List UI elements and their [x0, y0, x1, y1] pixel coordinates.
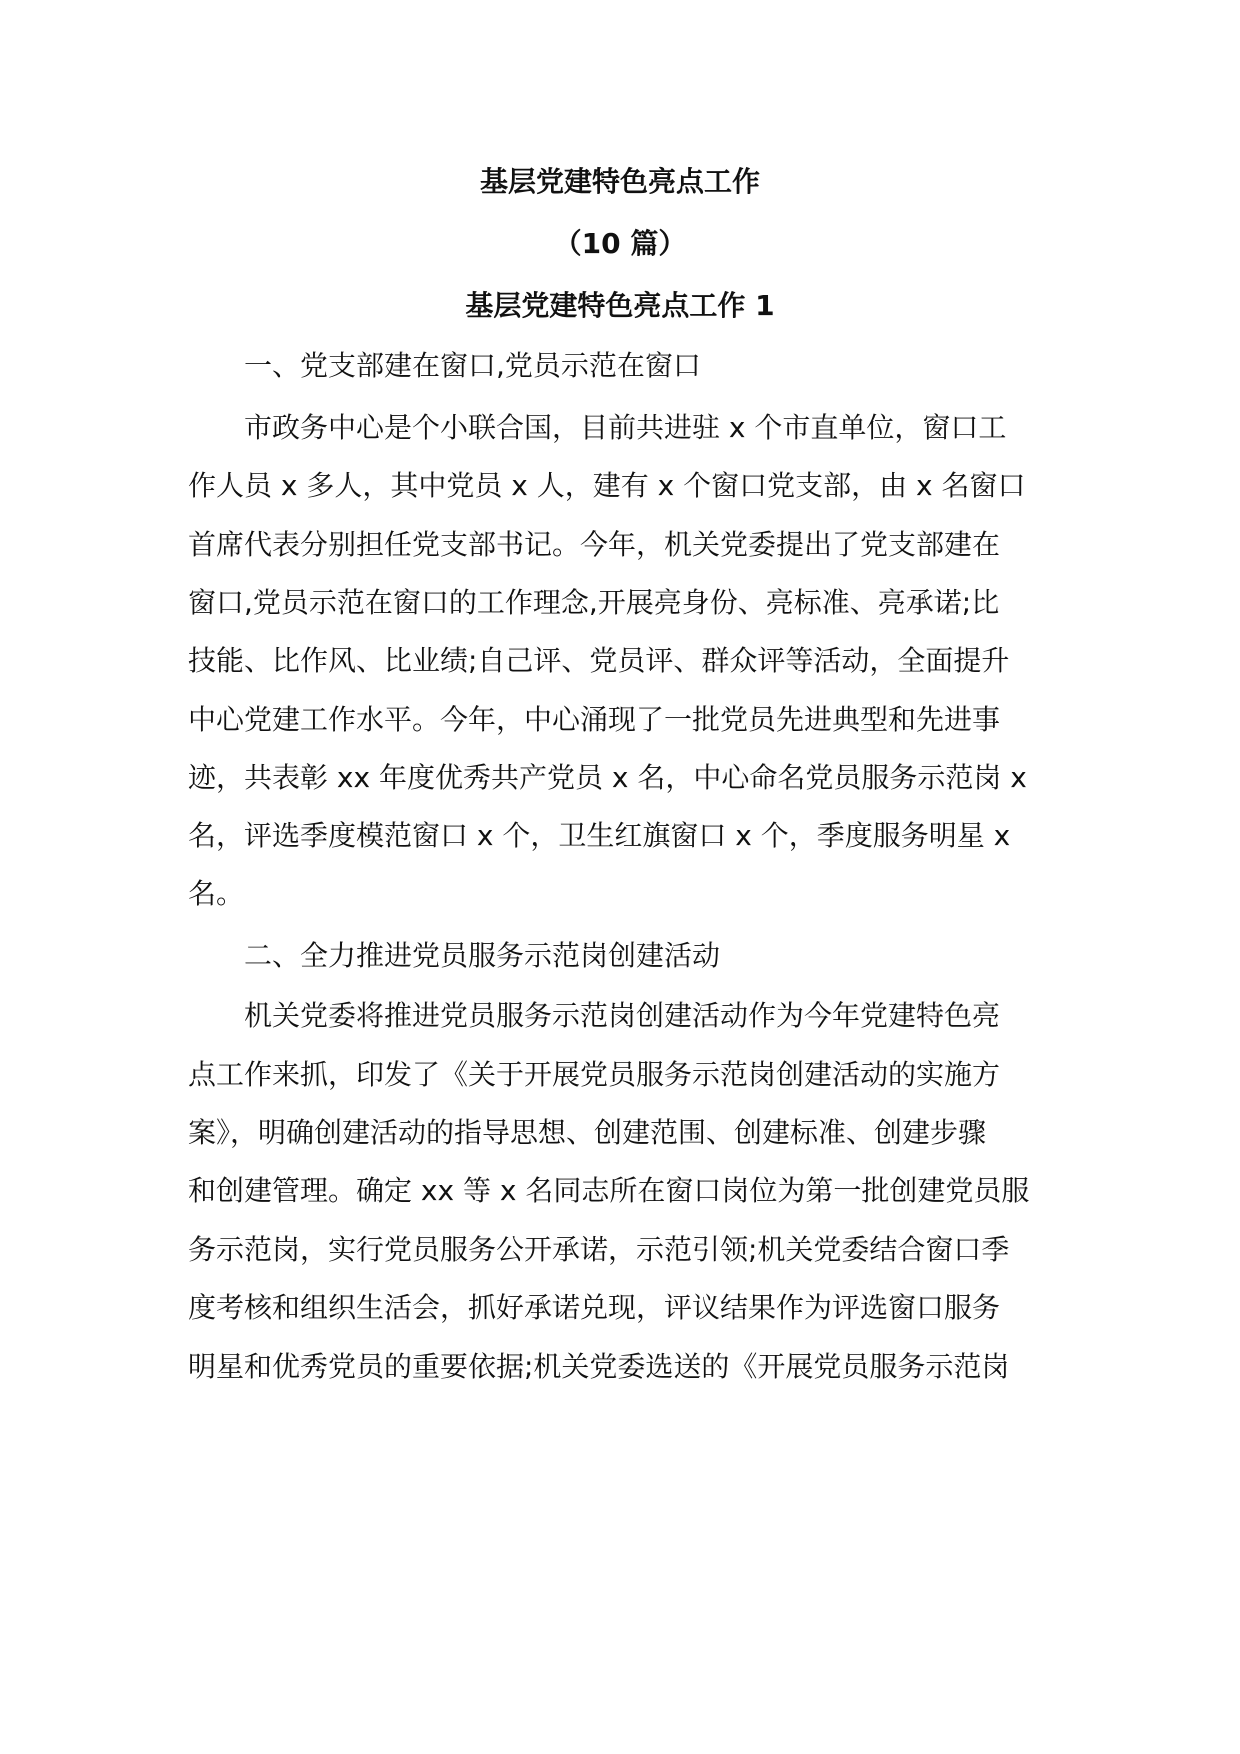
section-heading-1: 一、党支部建在窗口,党员示范在窗口	[244, 349, 701, 382]
paragraph-line: 度考核和组织生活会，抓好承诺兑现，评议结果作为评选窗口服务	[188, 1291, 1001, 1324]
document-title: 基层党建特色亮点工作	[479, 165, 760, 198]
section-heading-2: 二、全力推进党员服务示范岗创建活动	[244, 939, 721, 972]
paragraph-line: 案》，明确创建活动的指导思想、创建范围、创建标准、创建步骤	[188, 1116, 987, 1149]
paragraph-line: 技能、比作风、比业绩;自己评、党员评、群众评等活动，全面提升	[188, 644, 1010, 677]
paragraph-line: 名，评选季度模范窗口 x 个，卫生红旗窗口 x 个，季度服务明星 x	[188, 819, 1011, 852]
paragraph-line: 迹，共表彰 xx 年度优秀共产党员 x 名，中心命名党员服务示范岗 x	[188, 761, 1027, 794]
paragraph-line: 市政务中心是个小联合国，目前共进驻 x 个市直单位，窗口工	[244, 411, 1007, 444]
article-title: 基层党建特色亮点工作 1	[465, 289, 775, 322]
paragraph-line: 点工作来抓，印发了《关于开展党员服务示范岗创建活动的实施方	[188, 1058, 1001, 1091]
paragraph-line: 明星和优秀党员的重要依据;机关党委选送的《开展党员服务示范岗	[188, 1350, 1010, 1383]
paragraph-line: 窗口,党员示范在窗口的工作理念,开展亮身份、亮标准、亮承诺;比	[188, 586, 1000, 619]
paragraph-line: 务示范岗，实行党员服务公开承诺，示范引领;机关党委结合窗口季	[188, 1233, 1010, 1266]
paragraph-line: 机关党委将推进党员服务示范岗创建活动作为今年党建特色亮	[244, 999, 1001, 1032]
paragraph-line: 中心党建工作水平。今年，中心涌现了一批党员先进典型和先进事	[188, 703, 1001, 736]
paragraph-line: 作人员 x 多人，其中党员 x 人，建有 x 个窗口党支部，由 x 名窗口	[188, 469, 1026, 502]
paragraph-line: 和创建管理。确定 xx 等 x 名同志所在窗口岗位为第一批创建党员服	[188, 1174, 1030, 1207]
paragraph-line: 首席代表分别担任党支部书记。今年，机关党委提出了党支部建在	[188, 528, 1001, 561]
paragraph-line: 名。	[188, 877, 245, 910]
document-count: （10 篇）	[553, 227, 687, 260]
